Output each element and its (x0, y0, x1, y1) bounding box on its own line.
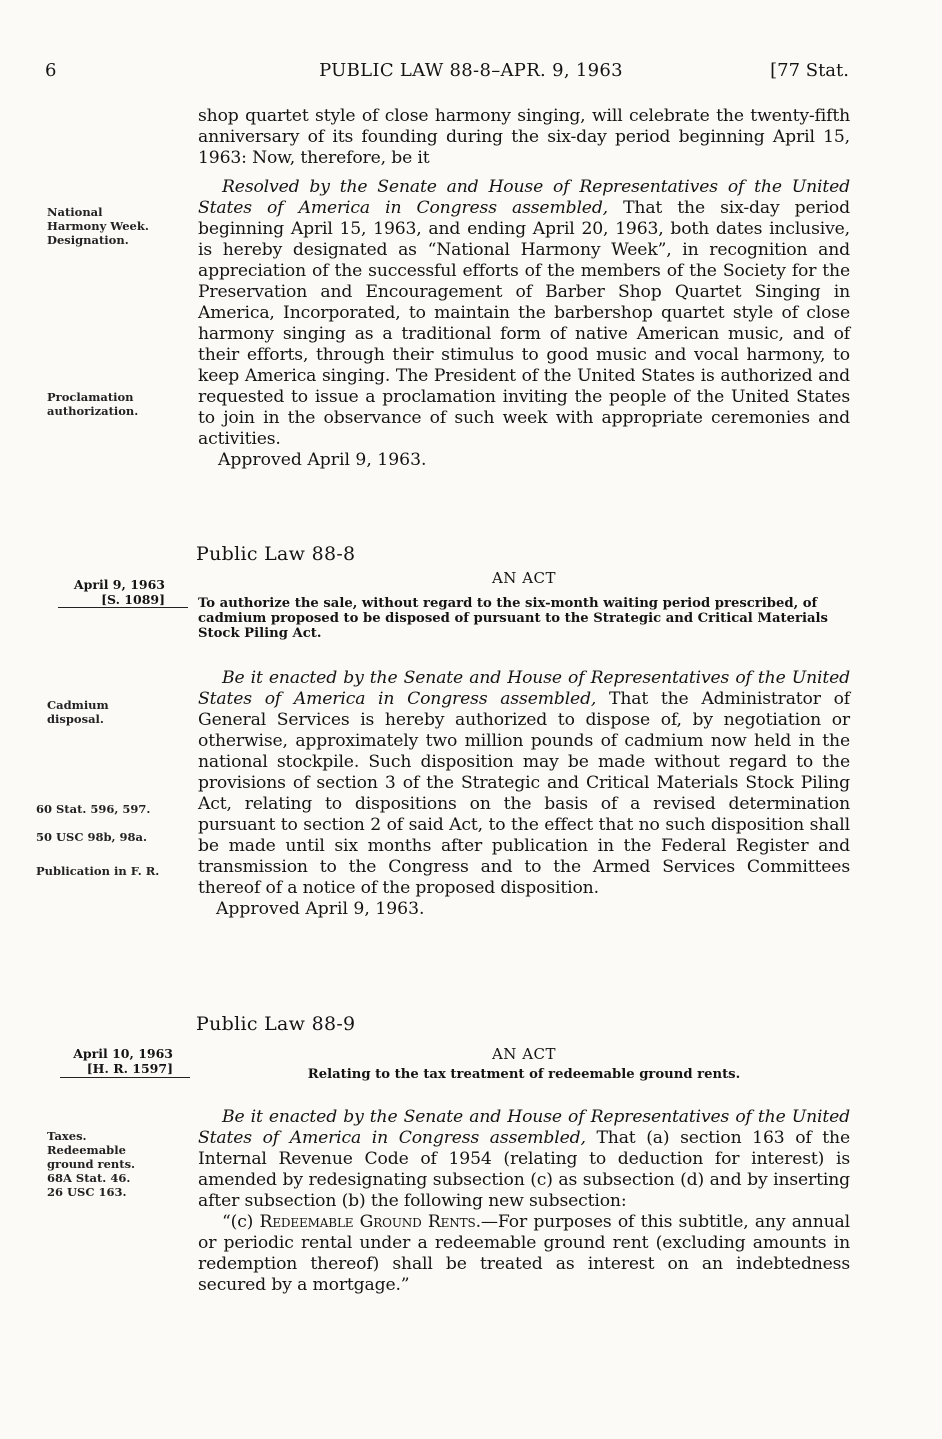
citation-law1 (47, 577, 165, 607)
approved-line-1: Approved April 9, 1963. (216, 899, 425, 919)
resolved-clause: Resolved by the Senate and House of Representatives of the United States of America in Congress assembled, (198, 177, 850, 218)
resolved-paragraph (198, 177, 850, 450)
an-act-heading-2: AN ACT (491, 1045, 557, 1063)
margin-note-cadmium: Cadmium disposal. (47, 698, 109, 726)
resolved-text: That the six-day period beginning April 15, 1963, and ending April 20, 1963, both dates inclusive, is hereby designated as “National Harmony Week”, in recognition and appreciation of the successful efforts of the members of the Society for the Preservation and Encouragement of Barber Shop Quartet Singing in America, Incorporated, to maintain the barbershop quartet style of close harmony singing as a traditional form of native American music, and of their efforts, through their stimulus to good music and vocal harmony, to keep America singing. The President of the United States is authorized and requested to issue a proclamation inviting the people of the United States to join in the observance of such week with appropriate ceremonies and activities. (198, 198, 850, 449)
enacting-clause: Be it enacted by the Senate and House of Representatives of the United States of America in Congress assembled, (198, 668, 850, 709)
enacting-paragraph-2 (198, 1107, 850, 1212)
enacting-clause: Be it enacted by the Senate and House of Representatives of the United States of America in Congress assembled, (198, 1107, 850, 1148)
margin-note-line: 68A Stat. 46. (47, 1171, 131, 1185)
margin-note-proclamation: Proclamation authorization. (47, 390, 139, 418)
statute-volume: [77 Stat. (770, 60, 849, 81)
subsection-open: “(c) (222, 1212, 260, 1232)
margin-note-line: 26 USC 163. (47, 1185, 127, 1199)
resolution-body (198, 106, 850, 471)
law2-body (198, 1107, 850, 1296)
margin-note-harmony-week: National Harmony Week. Designation. (47, 205, 149, 247)
law1-body (198, 668, 850, 920)
enacting-paragraph-1 (198, 668, 850, 899)
subsection-text: —For purposes of this subtitle, any annual or periodic rental under a redeemable ground rent (excluding amounts in redemption thereof) shall be treated as interest on an indebtedness secured by a mortgage.” (198, 1212, 850, 1295)
subsection-heading: Redeemable Ground Rents. (259, 1212, 481, 1232)
page-number: 6 (45, 60, 57, 81)
public-law-88-9-heading: Public Law 88-9 (196, 1013, 356, 1035)
enacting-text: That the Administrator of General Services is hereby authorized to dispose of, by negotiation or otherwise, approximately two million pounds of cadmium now held in the national stockpile. Such disposition may be made without regard to the provisions of section 3 of the Strategic and Critical Materials Stock Piling Act, relating to dispositions on the basis of a revised determination pursuant to section 2 of said Act, to the effect that no such disposition shall be made until six months after publication in the Federal Register and transmission to the Congress and to the Armed Services Committees thereof of a notice of the proposed disposition. (198, 689, 850, 898)
citation-date: April 9, 1963 (73, 577, 165, 592)
margin-note-taxes (47, 1129, 155, 1199)
margin-note-publication: Publication in F. R. (36, 864, 160, 878)
running-title: PUBLIC LAW 88-8–APR. 9, 1963 (319, 60, 623, 81)
new-subsection-paragraph (198, 1212, 850, 1296)
act-purpose-2: Relating to the tax treatment of redeemable ground rents. (307, 1067, 741, 1082)
citation-bill: [H. R. 1597] (86, 1061, 173, 1076)
approved-line: Approved April 9, 1963. (218, 450, 427, 470)
act-purpose-1: To authorize the sale, without regard to the six-month waiting period prescribed, of cadmium proposed to be disposed of pursuant to the Strategic and Critical Materials Stock Piling Act. (198, 596, 828, 641)
enacting-text: That (a) section 163 of the Internal Revenue Code of 1954 (relating to deduction for interest) is amended by redesignating subsection (c) as subsection (d) and by inserting after subsection (b) the following new subsection: (198, 1128, 850, 1211)
citation-underline (58, 607, 188, 608)
citation-law2 (47, 1046, 173, 1076)
continuation-paragraph: shop quartet style of close harmony singing, will celebrate the twenty-fifth anniversary of its founding during the six-day period beginning April 15, 1963: Now, therefore, be it (198, 106, 850, 168)
margin-note-usc: 50 USC 98b, 98a. (36, 830, 148, 844)
citation-date: April 10, 1963 (73, 1046, 173, 1061)
margin-note-stat: 60 Stat. 596, 597. (36, 802, 151, 816)
an-act-heading-1: AN ACT (491, 569, 557, 587)
citation-underline (60, 1077, 190, 1078)
margin-note-line: Redeemable ground rents. (47, 1143, 136, 1171)
citation-bill: [S. 1089] (101, 592, 165, 607)
public-law-88-8-heading: Public Law 88-8 (196, 543, 356, 565)
running-head (0, 60, 942, 86)
margin-note-line: Taxes. (47, 1129, 87, 1143)
